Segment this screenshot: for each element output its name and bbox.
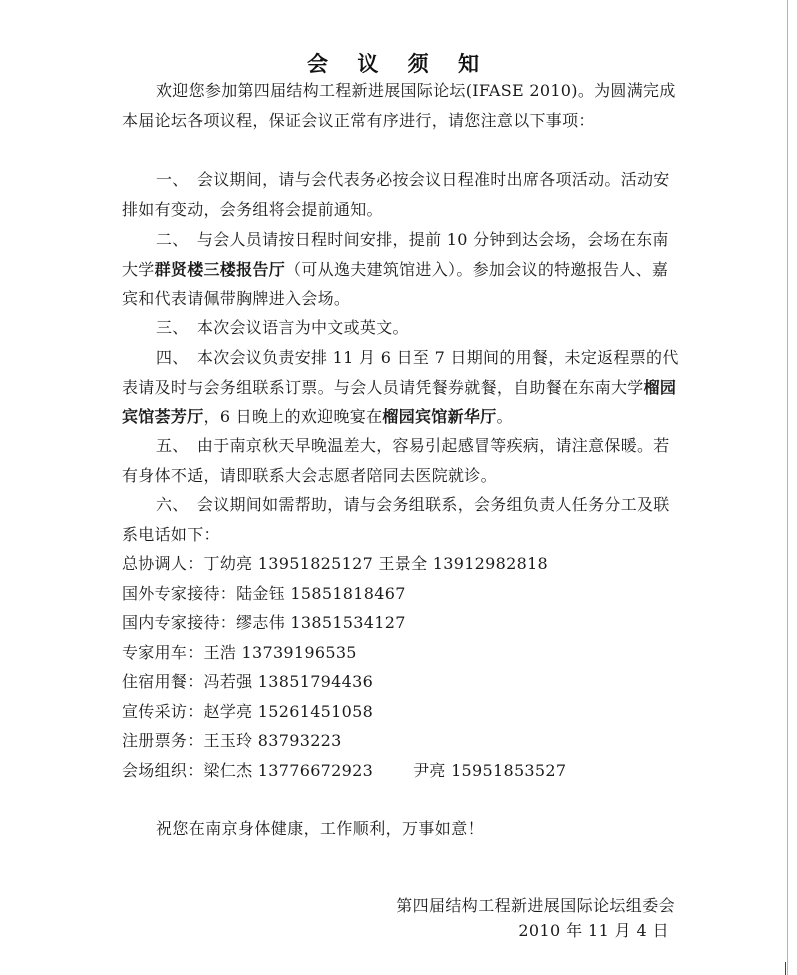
notice-item-6 bbox=[122, 490, 682, 549]
venue-banquet-hall: 榴园宾馆新华厅 bbox=[382, 407, 497, 426]
contact-role: 国内专家接待： bbox=[122, 613, 237, 632]
contact-row bbox=[122, 608, 682, 638]
contact-row bbox=[122, 756, 682, 786]
notice-item-2-text-b: （可从逸夫建筑馆进入）。参加会议的特邀报告人、嘉宾和代表请佩带胸牌进入会场。 bbox=[122, 259, 669, 308]
contact-role: 住宿用餐： bbox=[122, 672, 204, 691]
venue-report-hall: 群贤楼三楼报告厅 bbox=[154, 259, 286, 279]
contact-row bbox=[122, 638, 682, 668]
contact-entry: 王玉玲 83793223 bbox=[203, 731, 342, 750]
page-edge-right bbox=[787, 0, 788, 975]
contact-role: 总协调人： bbox=[122, 554, 204, 573]
notice-item-2-text-a: 二、 与会人员请按日程时间安排，提前 10 分钟到达会场，会场在东南大学 bbox=[122, 230, 669, 279]
notice-item-1-text: 一、 会议期间，请与会代表务必按会议日程准时出席各项活动。活动安排如有变动，会务组将会提前通知。 bbox=[122, 170, 670, 219]
contact-row bbox=[122, 697, 682, 727]
venue-buffet-hall: 榴园宾馆荟芳厅 bbox=[122, 377, 677, 426]
notice-item-5 bbox=[122, 431, 682, 490]
contact-entry: 陆金钰 15851818467 bbox=[236, 583, 406, 603]
signature-organization: 第四届结构工程新进展国际论坛组委会 bbox=[396, 896, 675, 915]
contact-entry: 尹亮 15951853527 bbox=[413, 760, 567, 780]
notice-item-1 bbox=[122, 165, 682, 224]
notice-item-3-text: 三、 本次会议语言为中文或英文。 bbox=[156, 318, 409, 337]
notice-item-4-text-b: ，6 日晚上的欢迎晚宴在 bbox=[203, 407, 383, 426]
notice-item-4-text-a: 四、 本次会议负责安排 11 月 6 日至 7 日期间的用餐，未定返程票的代表请及时与会务组联系订票。与会人员请凭餐券就餐，自助餐在东南大学 bbox=[122, 348, 679, 397]
notice-item-3 bbox=[122, 313, 682, 343]
notice-item-2 bbox=[122, 225, 682, 314]
signature-date: 2010 年 11 月 4 日 bbox=[518, 921, 669, 940]
contact-row bbox=[122, 667, 682, 697]
contact-entry: 缪志伟 13851534127 bbox=[236, 613, 406, 632]
notice-item-4-text-c: 。 bbox=[496, 407, 513, 426]
notice-item-6-text: 六、 会议期间如需帮助，请与会务组联系，会务组负责人任务分工及联系电话如下： bbox=[122, 495, 670, 544]
contact-role: 注册票务： bbox=[122, 731, 204, 750]
contact-row bbox=[122, 549, 682, 579]
contact-entry: 赵学亮 15261451058 bbox=[203, 701, 374, 721]
contact-entry: 梁仁杰 13776672923 bbox=[203, 760, 374, 780]
notice-item-4 bbox=[122, 343, 682, 432]
closing-wishes: 祝您在南京身体健康，工作顺利，万事如意！ bbox=[156, 819, 485, 838]
intro-paragraph: 欢迎您参加第四届结构工程新进展国际论坛(IFASE 2010)。为圆满完成本届论坛各项议程，保证会议正常有序进行，请您注意以下事项： bbox=[122, 81, 676, 130]
contact-role: 专家用车： bbox=[122, 642, 204, 662]
contact-entry: 冯若强 13851794436 bbox=[203, 672, 374, 691]
contact-role: 宣传采访： bbox=[122, 701, 204, 721]
notice-item-5-text: 五、 由于南京秋天早晚温差大，容易引起感冒等疾病，请注意保暖。若有身体不适，请即联系大会志愿者陪同去医院就诊。 bbox=[122, 436, 670, 485]
contact-role: 国外专家接待： bbox=[122, 583, 237, 603]
contact-entry: 王景全 13912982818 bbox=[378, 554, 549, 573]
contact-list bbox=[122, 549, 682, 785]
contact-entry: 王浩 13739196535 bbox=[203, 642, 357, 662]
document-title: 会 议 须 知 bbox=[307, 51, 490, 77]
contact-entry: 丁幼亮 13951825127 bbox=[203, 554, 374, 573]
contact-row bbox=[122, 726, 682, 756]
page-edge-mark bbox=[785, 962, 786, 975]
contact-role: 会场组织： bbox=[122, 760, 204, 780]
contact-row bbox=[122, 579, 682, 609]
